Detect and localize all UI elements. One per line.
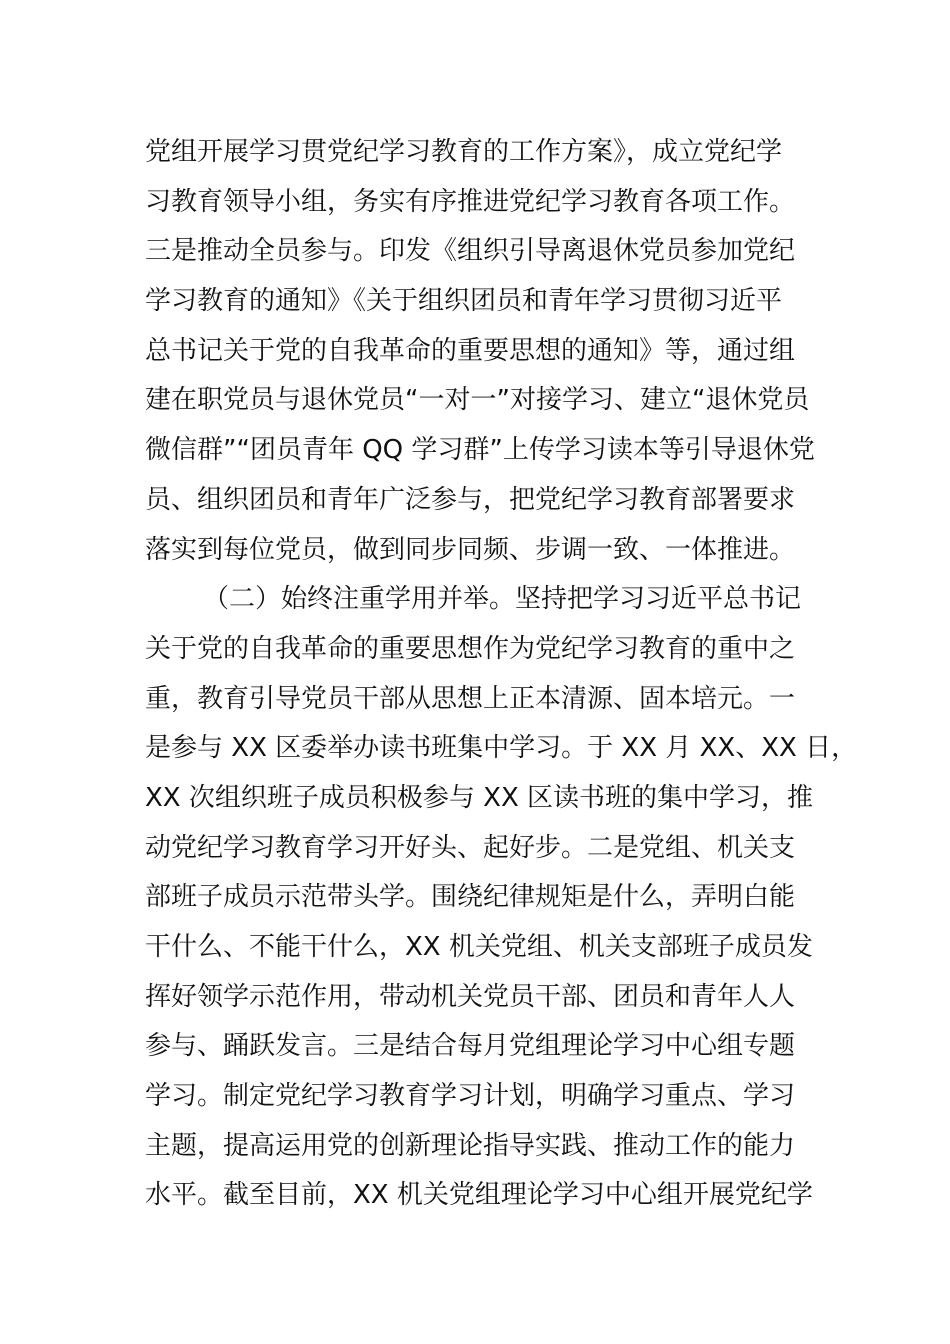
text-line: 员、组织团员和青年广泛参与，把党纪学习教育部署要求 (145, 484, 796, 515)
text-line: 关于党的自我革命的重要思想作为党纪学习教育的重中之 (145, 633, 796, 664)
text-line: 挥好领学示范作用，带动机关党员干部、团员和青年人人 (145, 981, 796, 1012)
text-line: 三是推动全员参与。印发《组织引导离退休党员参加党纪 (145, 236, 796, 267)
section-heading-line: （二）始终注重学用并举。坚持把学习习近平总书记 (203, 584, 802, 615)
text-line: 微信群”“团员青年 QQ 学习群”上传学习读本等引导退休党 (145, 435, 815, 466)
text-line: XX 次组织班子成员积极参与 XX 区读书班的集中学习，推 (145, 782, 814, 813)
text-line: 建在职党员与退休党员“一对一”对接学习、建立“退休党员 (145, 385, 810, 416)
text-line: 总书记关于党的自我革命的重要思想的通知》等，通过组 (145, 335, 796, 366)
text-line: 参与、踊跃发言。三是结合每月党组理论学习中心组专题 (145, 1031, 796, 1062)
body-text (145, 128, 858, 1221)
text-line: 党组开展学习贯党纪学习教育的工作方案》，成立党纪学 (145, 137, 783, 167)
text-line: 落实到每位党员，做到同步同频、步调一致、一体推进。 (145, 534, 796, 565)
text-line: 主题，提高运用党的创新理论指导实践、推动工作的能力 (145, 1130, 796, 1161)
text-line: 学习。制定党纪学习教育学习计划，明确学习重点、学习 (145, 1081, 796, 1112)
text-line: 是参与 XX 区委举办读书班集中学习。于 XX 月 XX、XX 日， (145, 733, 858, 764)
text-line: 动党纪学习教育学习开好头、起好步。二是党组、机关支 (145, 832, 796, 863)
text-line: 习教育领导小组，务实有序推进党纪学习教育各项工作。 (145, 186, 796, 217)
text-line: 水平。截至目前，XX 机关党组理论学习中心组开展党纪学 (145, 1180, 813, 1211)
text-line: 重，教育引导党员干部从思想上正本清源、固本培元。一 (145, 683, 796, 714)
text-line: 干什么、不能干什么，XX 机关党组、机关支部班子成员发 (145, 932, 813, 962)
text-line: 部班子成员示范带头学。围绕纪律规矩是什么，弄明白能 (145, 882, 796, 913)
text-line: 学习教育的通知》《关于组织团员和青年学习贯彻习近平 (145, 286, 783, 317)
